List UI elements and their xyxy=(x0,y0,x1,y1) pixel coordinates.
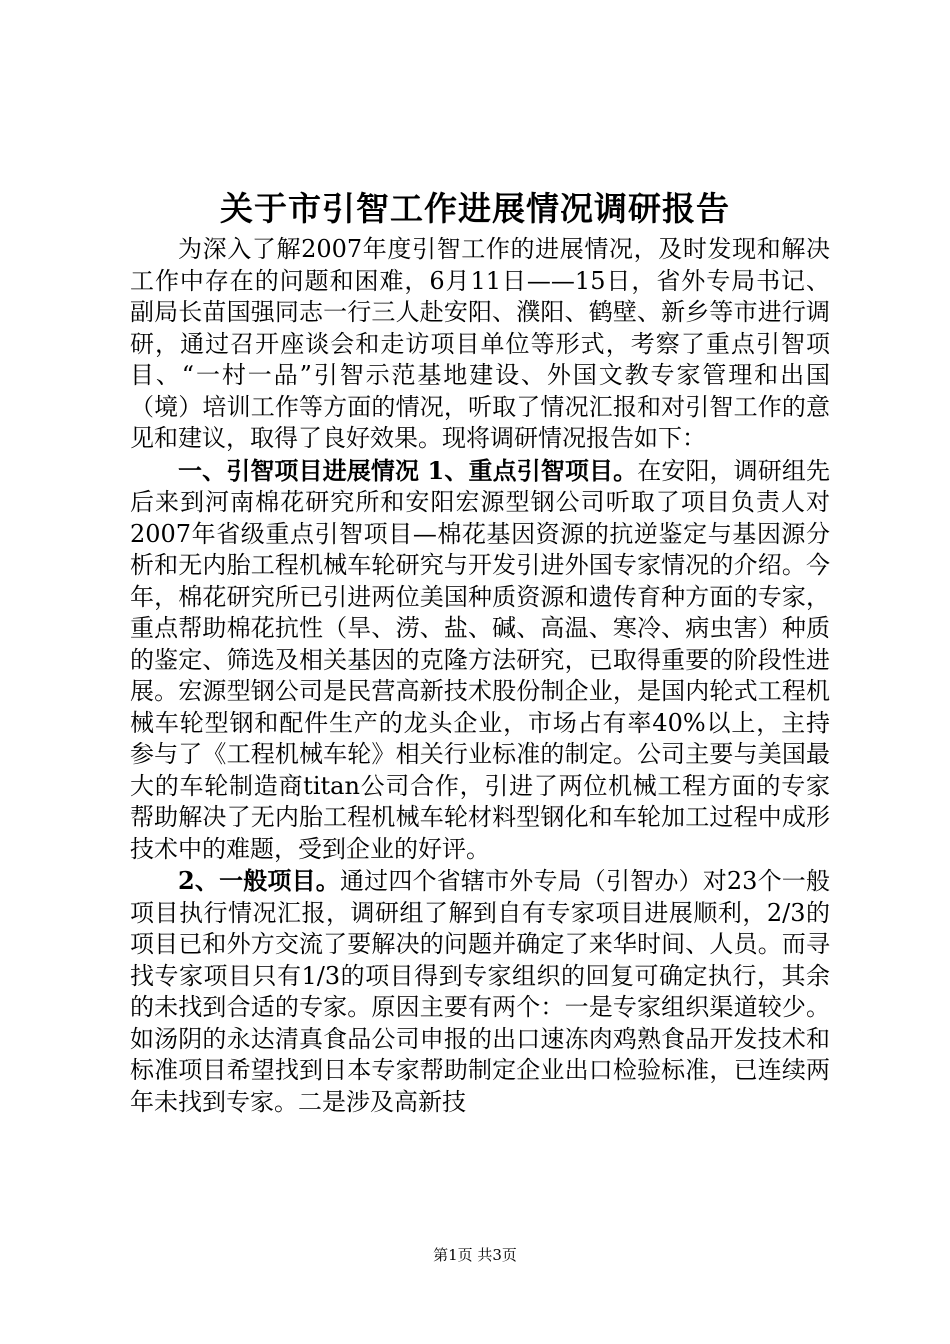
section-2-heading: 2、一般项目。 xyxy=(178,866,340,895)
page-footer: 第1页 共3页 xyxy=(433,1246,517,1264)
section-1-paragraph xyxy=(130,455,830,866)
section-2-paragraph xyxy=(130,865,830,1118)
document-body xyxy=(130,234,830,1118)
section-1-heading: 一、引智项目进展情况 1、重点引智项目。 xyxy=(178,455,638,485)
intro-paragraph: 为深入了解2007年度引智工作的进展情况，及时发现和解决工作中存在的问题和困难，6月11日——15日，省外专局书记、副局长苗国强同志一行三人赴安阳、濮阳、鹤壁、新乡等市进行调研，通过召开座谈会和走访项目单位等形式，考察了重点引智项目、“一村一品”引智示范基地建设、外国文教专家管理和出国（境）培训工作等方面的情况，听取了情况汇报和对引智工作的意见和建议，取得了良好效果。现将调研情况报告如下： xyxy=(130,235,830,452)
document-title: 关于市引智工作进展情况调研报告 xyxy=(220,189,730,228)
section-1-text: 在安阳，调研组先后来到河南棉花研究所和安阳宏源型钢公司听取了项目负责人对2007年省级重点引智项目—棉花基因资源的抗逆鉴定与基因源分析和无内胎工程机械车轮研究与开发引进外国专家情况的介绍。今年，棉花研究所已引进两位美国种质资源和遗传育种方面的专家，重点帮助棉花抗性（旱、涝、盐、碱、高温、寒冷、病虫害）种质的鉴定、筛选及相关基因的克隆方法研究，已取得重要的阶段性进展。宏源型钢公司是民营高新技术股份制企业，是国内轮式工程机械车轮型钢和配件生产的龙头企业，市场占有率40%以上，主持参与了《工程机械车轮》相关行业标准的制定。公司主要与美国最大的车轮制造商titan公司合作，引进了两位机械工程方面的专家帮助解决了无内胎工程机械车轮材料型钢化和车轮加工过程中成形技术中的难题，受到企业的好评。 xyxy=(130,456,830,863)
section-2-text: 通过四个省辖市外专局（引智办）对23个一般项目执行情况汇报，调研组了解到自有专家项目进展顺利，2/3的项目已和外方交流了要解决的问题并确定了来华时间、人员。而寻找专家项目只有1/3的项目得到专家组织的回复可确定执行，其余的未找到合适的专家。原因主要有两个：一是专家组织渠道较少。如汤阴的永达清真食品公司申报的出口速冻肉鸡熟食品开发技术和标准项目希望找到日本专家帮助制定企业出口检验标准，已连续两年未找到专家。二是涉及高新技 xyxy=(130,867,830,1116)
